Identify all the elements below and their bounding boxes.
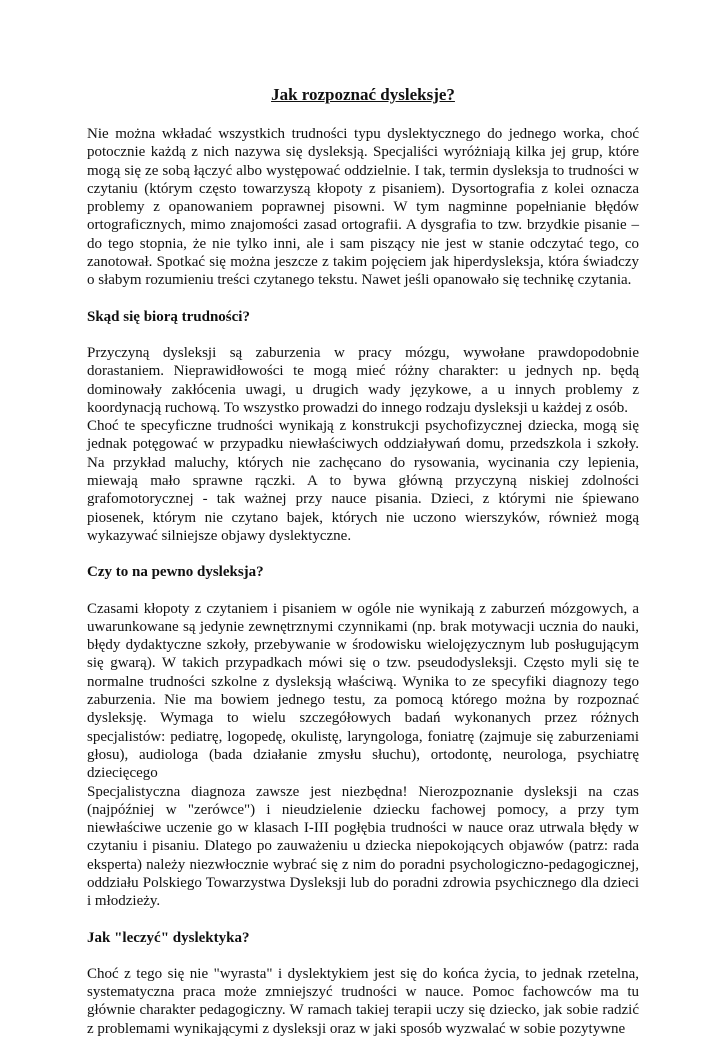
section-intro	[87, 125, 639, 290]
section-heading: Jak "leczyć" dyslektyka?	[87, 929, 250, 946]
paragraph: Specjalistyczna diagnoza zawsze jest niezbędna! Nierozpoznanie dysleksji na czas (najpóźniej w "zerówce") i nieudzielenie dziecku fachowej pomocy, a przy tym niewłaściwe uczenie go w klasach I-III pogłębia trudności w nauce oraz utrwala błędy w czytaniu i pisaniu. Dlatego po zauważeniu u dziecka niepokojących objawów (patrz: rada eksperta) należy niezwłocznie wybrać się z nim do poradni psychologiczno-pedagogicznej, oddziału Polskiego Towarzystwa Dysleksji lub do poradni zdrowia psychicznego dla dzieci i młodzieży.	[87, 783, 639, 910]
paragraph: Nie można wkładać wszystkich trudności typu dyslektycznego do jednego worka, choć potocznie każdą z nich nazywa się dysleksją. Specjaliści wyróżniają kilka jej grup, które mogą się ze sobą łączyć albo występować oddzielnie. I tak, termin dysleksja to trudności w czytaniu (którym często towarzyszą kłopoty z pisaniem). Dysortografia z kolei oznacza problemy z opanowaniem poprawnej pisowni. W tym nagminne popełnianie błędów ortograficznych, mimo znajomości zasad ortografii. A dysgrafia to tzw. brzydkie pisanie – do tego stopnia, że nie tylko inni, ale i sam piszący nie jest w stanie odczytać tego, co zanotował. Spotkać się można jeszcze z takim pojęciem jak hiperdysleksja, która świadczy o słabym rozumieniu treści czytanego tekstu. Nawet jeśli opanowało się technikę czytania.	[87, 126, 639, 289]
section-diagnosis	[87, 563, 639, 910]
paragraph: Choć te specyficzne trudności wynikają z konstrukcji psychofizycznej dziecka, mogą się jednak potęgować w przypadku niewłaściwych oddziaływań domu, przedszkola i szkoły. Na przykład maluchy, których nie zachęcano do rysowania, wycinania czy lepienia, miewają mało sprawne rączki. A to bywa główną przyczyną niskiej zdolności grafomotorycznej - tak ważnej przy nauce pisania. Dzieci, z którymi nie śpiewano piosenek, którym nie czytano bajek, których nie uczono wierszyków, również mogą wykazywać silniejsze objawy dyslektyczne.	[87, 418, 639, 544]
paragraph: Przyczyną dysleksji są zaburzenia w pracy mózgu, wywołane prawdopodobnie dorastaniem. Nieprawidłowości te mogą mieć różny charakter: u jednych np. będą dominowały zakłócenia uwagi, u drugich wady językowe, a u innych problemy z koordynacją ruchową. To wszystko prowadzi do innego rodzaju dysleksji u każdej z osób.	[87, 344, 639, 416]
page-title: Jak rozpoznać dysleksje?	[271, 85, 455, 104]
paragraph: Choć z tego się nie "wyrasta" i dyslektykiem jest się do końca życia, to jednak rzetelna, systematyczna praca może zmniejszyć trudności w nauce. Pomoc fachowców ma tu głównie charakter pedagogiczny. W ramach takiej terapii uczy się dziecko, jak sobie radzić z problemami wynikającymi z dysleksji oraz w jaki sposób wyzwalać w sobie pozytywne	[87, 965, 639, 1037]
paragraph: Czasami kłopoty z czytaniem i pisaniem w ogóle nie wynikają z zaburzeń mózgowych, a uwarunkowane są jedynie zewnętrznymi czynnikami (np. brak motywacji ucznia do nauki, błędy dydaktyczne szkoły, przebywanie w środowisku wielojęzycznym lub posługującym się gwarą). W takich przypadkach mówi się o tzw. pseudodysleksji. Często myli się te normalne trudności szkolne z dysleksją właściwą. Wynika to ze specyfiki diagnozy tego zaburzenia. Nie ma bowiem jednego testu, za pomocą którego można by rozpoznać dysleksję. Wymaga to wielu szczegółowych badań wykonanych przez różnych specjalistów: pediatrę, logopedę, okulistę, laryngologa, foniatrę (zajmuje się zaburzeniami głosu), audiologa (bada działanie zmysłu słuchu), ortodontę, neurologa, psychiatrę dziecięcego	[87, 600, 639, 782]
section-heading: Skąd się biorą trudności?	[87, 308, 250, 325]
section-heading: Czy to na pewno dysleksja?	[87, 564, 264, 581]
section-causes	[87, 308, 639, 546]
section-treatment	[87, 929, 639, 1038]
document-page	[87, 84, 639, 1038]
